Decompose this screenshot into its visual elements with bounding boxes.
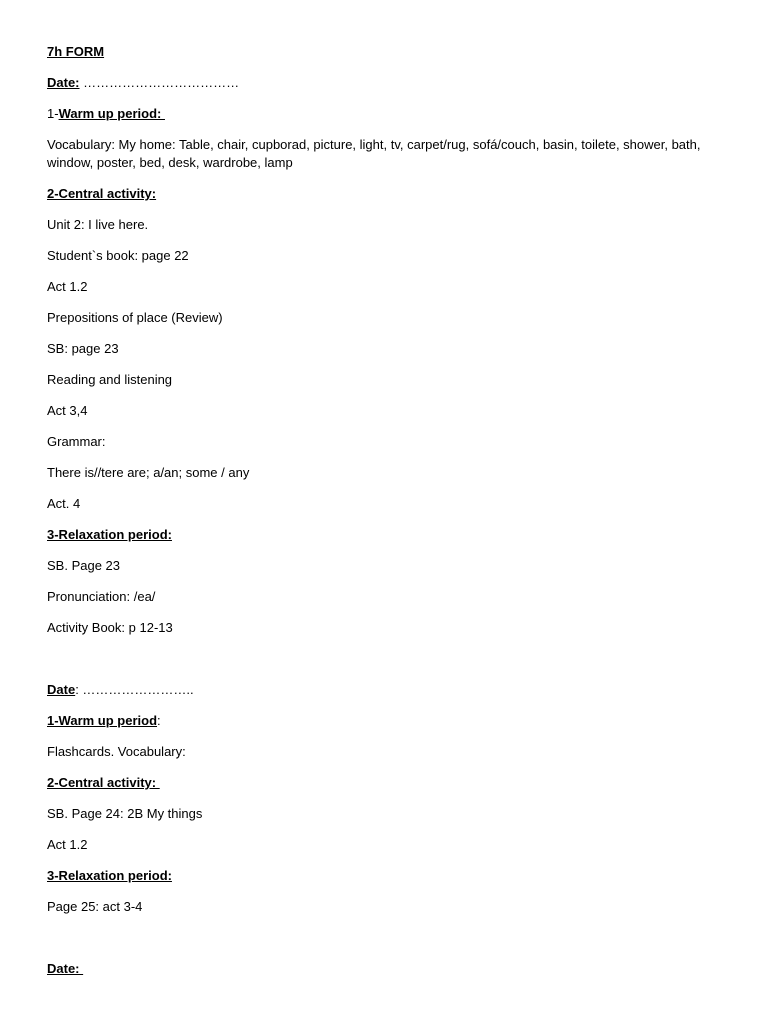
date-value: : …………………….. (75, 682, 194, 697)
central-heading-line-2 (47, 774, 727, 792)
warmup-heading-line-1 (47, 105, 727, 123)
date-label: Date: (47, 75, 80, 90)
document-body (47, 43, 727, 991)
warmup-suffix: : (157, 713, 161, 728)
relaxation-heading-line-2 (47, 867, 727, 885)
act-text: Act 1.2 (47, 837, 88, 852)
warmup-heading: Warm up period: (58, 106, 165, 121)
activity-book-text: Activity Book: p 12-13 (47, 620, 173, 635)
pronunciation-text: Pronunciation: /ea/ (47, 589, 156, 604)
unit-text: Unit 2: I live here. (47, 217, 149, 232)
central-heading: 2-Central activity: (47, 775, 160, 790)
warmup-heading: 1-Warm up period (47, 713, 158, 728)
act-text: Act 1.2 (47, 279, 88, 294)
form-title: 7h FORM (47, 44, 105, 59)
warmup-prefix: 1- (47, 106, 59, 121)
sb-page-text: SB: page 23 (47, 341, 119, 356)
relaxation-heading: 3-Relaxation period: (47, 527, 172, 542)
sb-page-text: SB. Page 23 (47, 558, 120, 573)
page-act-text: Page 25: act 3-4 (47, 899, 143, 914)
grammar-label: Grammar: (47, 434, 106, 449)
section-spacer (47, 650, 727, 681)
central-heading-line-1 (47, 185, 727, 203)
flashcards-text: Flashcards. Vocabulary: (47, 744, 186, 759)
central-heading: 2-Central activity: (47, 186, 157, 201)
date-line-3 (47, 960, 727, 978)
date-line-1 (47, 74, 727, 92)
students-book-text: Student`s book: page 22 (47, 248, 189, 263)
warmup-heading-line-2 (47, 712, 727, 730)
date-label: Date: (47, 961, 84, 976)
section-spacer (47, 929, 727, 960)
form-title-line (47, 43, 727, 61)
grammar-points-text: There is//tere are; a/an; some / any (47, 465, 250, 480)
reading-text: Reading and listening (47, 372, 173, 387)
act-text: Act. 4 (47, 496, 81, 511)
vocabulary-text: Vocabulary: My home: Table, chair, cupborad, picture, light, tv, carpet/rug, sofá/couch, basin, toilete, shower, bath, window, poster, bed, desk, wardrobe, lamp (47, 137, 705, 170)
act-text: Act 3,4 (47, 403, 88, 418)
date-value: ……………………………… (79, 75, 240, 90)
date-line-2 (47, 681, 727, 699)
relaxation-heading-line-1 (47, 526, 727, 544)
relaxation-heading: 3-Relaxation period: (47, 868, 172, 883)
prepositions-text: Prepositions of place (Review) (47, 310, 223, 325)
date-label: Date (47, 682, 76, 697)
sb-page-text: SB. Page 24: 2B My things (47, 806, 203, 821)
